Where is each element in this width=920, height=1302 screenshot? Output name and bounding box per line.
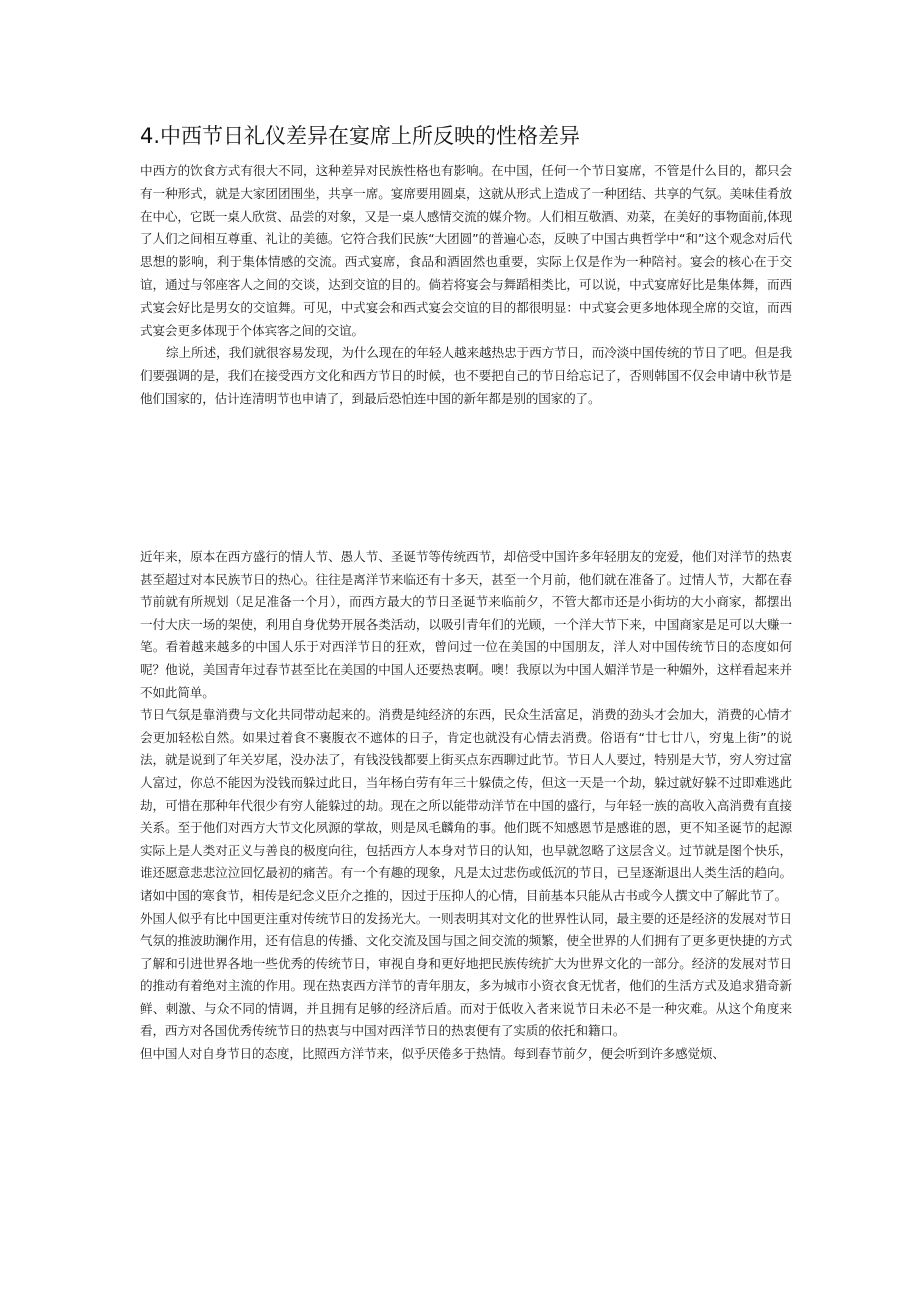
section-title: 4.中西节日礼仪差异在宴席上所反映的性格差异 <box>140 124 581 148</box>
paragraph-conclusion: 综上所述，我们就很容易发现，为什么现在的年轻人越来越热忠于西方节日，而冷淡中国传统的节日了吧。但是我们要强调的是，我们在接受西方文化和西方节日的时候，也不要把自己的节日给忘记了，否则韩国不仅会申请中秋节是他们国家的，估计连清明节也申请了，到最后恐怕连中国的新年都是别的国家的了。 <box>140 345 792 406</box>
paragraph: 外国人似乎有比中国更注重对传统节日的发扬光大。一则表明其对文化的世界性认同，最主要的还是经济的发展对节日气氛的推波助澜作用，还有信息的传播、文化交流及国与国之间交流的频繁，使全世界的人们拥有了更多更快捷的方式了解和引进世界各地一些优秀的传统节日，审视自身和更好地把民族传统扩大为世界文化的一部分。经济的发展对节日的推动有着绝对主流的作用。现在热衷西方洋节的青年朋友，多为城市小资衣食无忧者，他们的生活方式及追求猎奇新鲜、刺激、与众不同的情调，并且拥有足够的经济后盾。而对于低收入者来说节日未必不是一种灾难。从这个角度来看，西方对各国优秀传统节日的热衷与中国对西洋节日的热衷便有了实质的依托和籍口。 <box>140 910 792 1039</box>
section-banquet-differences <box>140 160 792 411</box>
paragraph: 节日气氛是靠消费与文化共同带动起来的。消费是纯经济的东西，民众生活富足，消费的劲头才会加大，消费的心情才会更加轻松自然。如果过着食不裹腹衣不遮体的日子，肯定也就没有心情去消费。俗语有“廿七廿八，穷鬼上街”的说法，就是说到了年关岁尾，没办法了，有钱没钱都要上街买点东西聊过此节。节日人人要过，特别是大节，穷人穷过富人富过，你总不能因为没钱而躲过此日，当年杨白劳有年三十躲债之传，但这一天是一个劫，躲过就好躲不过即难逃此劫，可惜在那种年代很少有穷人能躲过的劫。现在之所以能带动洋节在中国的盛行，与年轻一族的高收入高消费有直接关系。至于他们对西方大节文化夙源的掌故，则是凤毛麟角的事。他们既不知感恩节是感谁的恩，更不知圣诞节的起源实际上是人类对正义与善良的极度向往，包括西方人本身对节日的认知，也早就忽略了这层含义。过节就是图个快乐，谁还愿意悲悲泣泣回忆最初的痛苦。有一个有趣的现象，凡是太过悲伤或低沉的节日，已呈逐渐退出人类生活的趋向。诸如中国的寒食节，相传是纪念义臣介之推的，因过于压抑人的心情，目前基本只能从古书或今人撰文中了解此节了。 <box>140 707 792 903</box>
paragraph: 近年来，原本在西方盛行的情人节、愚人节、圣诞节等传统西节，却倍受中国许多年轻朋友的宠爱，他们对洋节的热衷甚至超过对本民族节日的热心。往往是离洋节来临还有十多天，甚至一个月前，他们就在准备了。过情人节，大都在春节前就有所规划（足足准备一个月），而西方最大的节日圣诞节来临前夕，不管大都市还是小街坊的大小商家，都摆出一付大庆一场的架使，利用自身优势开展各类活动，以吸引青年们的光顾，一个洋大节下来，中国商家是足可以大赚一笔。看着越来越多的中国人乐于对西洋节日的狂欢，曾问过一位在美国的中国朋友，洋人对中国传统节日的态度如何呢？他说，美国青年过春节甚至比在美国的中国人还要热衷啊。噢！我原以为中国人媚洋节是一种媚外，这样看起来并不如此简单。 <box>140 549 792 700</box>
paragraph: 中西方的饮食方式有很大不同，这种差异对民族性格也有影响。在中国，任何一个节日宴席，不管是什么目的，都只会有一种形式，就是大家团团围坐，共享一席。宴席要用圆桌，这就从形式上造成了一种团结、共享的气氛。美味佳肴放在中心，它既一桌人欣赏、品尝的对象，又是一桌人感情交流的媒介物。人们相互敬酒、劝菜，在美好的事物面前,体现了人们之间相互尊重、礼让的美德。它符合我们民族“大团圆”的普遍心态，反映了中国古典哲学中“和”这个观念对后代思想的影响，利于集体情感的交流。西式宴席，食品和酒固然也重要，实际上仅是作为一种陪衬。宴会的核心在于交谊，通过与邻座客人之间的交谈，达到交谊的目的。倘若将宴会与舞蹈相类比，可以说，中式宴席好比是集体舞，而西式宴会好比是男女的交谊舞。可见，中式宴会和西式宴会交谊的目的都很明显：中式宴会更多地体现全席的交谊，而西式宴会更多体现于个体宾客之间的交谊。 <box>140 163 792 338</box>
paragraph: 但中国人对自身节日的态度，比照西方洋节来，似乎厌倦多于热情。每到春节前夕，便会听到许多感觉烦、 <box>140 1046 725 1062</box>
section-western-festivals <box>140 546 792 1066</box>
